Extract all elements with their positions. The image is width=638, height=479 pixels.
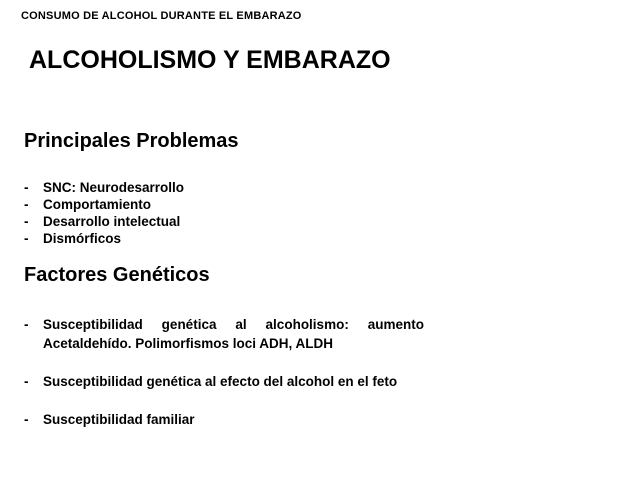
list-item-text: Susceptibilidad genética al alcoholismo: aumento Acetaldehído. Polimorfismos loci ADH, ALDH	[43, 317, 424, 351]
list-item	[24, 410, 424, 429]
slide-title: ALCOHOLISMO Y EMBARAZO	[29, 46, 391, 74]
list-item	[24, 230, 184, 247]
bullet-dash: -	[24, 317, 29, 332]
list-item-text: Susceptibilidad genética al efecto del alcohol en el feto	[43, 374, 398, 389]
list-item-text: Desarrollo intelectual	[43, 214, 181, 229]
bullet-dash: -	[24, 412, 29, 427]
factores-geneticos-list	[24, 315, 424, 448]
bullet-dash: -	[24, 214, 29, 229]
list-item-text: SNC: Neurodesarrollo	[43, 180, 185, 195]
principales-problemas-list	[24, 179, 184, 247]
list-item-text: Susceptibilidad familiar	[43, 412, 195, 427]
list-item	[24, 213, 184, 230]
bullet-dash: -	[24, 374, 29, 389]
list-item	[24, 179, 184, 196]
bullet-dash: -	[24, 197, 29, 212]
section-heading-factores-geneticos: Factores Genéticos	[24, 264, 210, 286]
section-heading-principales-problemas: Principales Problemas	[24, 130, 239, 152]
slide-header: CONSUMO DE ALCOHOL DURANTE EL EMBARAZO	[21, 10, 302, 22]
list-item	[24, 315, 424, 353]
bullet-dash: -	[24, 180, 29, 195]
list-item	[24, 372, 424, 391]
list-item-text: Comportamiento	[43, 197, 151, 212]
bullet-dash: -	[24, 231, 29, 246]
list-item	[24, 196, 184, 213]
list-item-text: Dismórficos	[43, 231, 122, 246]
